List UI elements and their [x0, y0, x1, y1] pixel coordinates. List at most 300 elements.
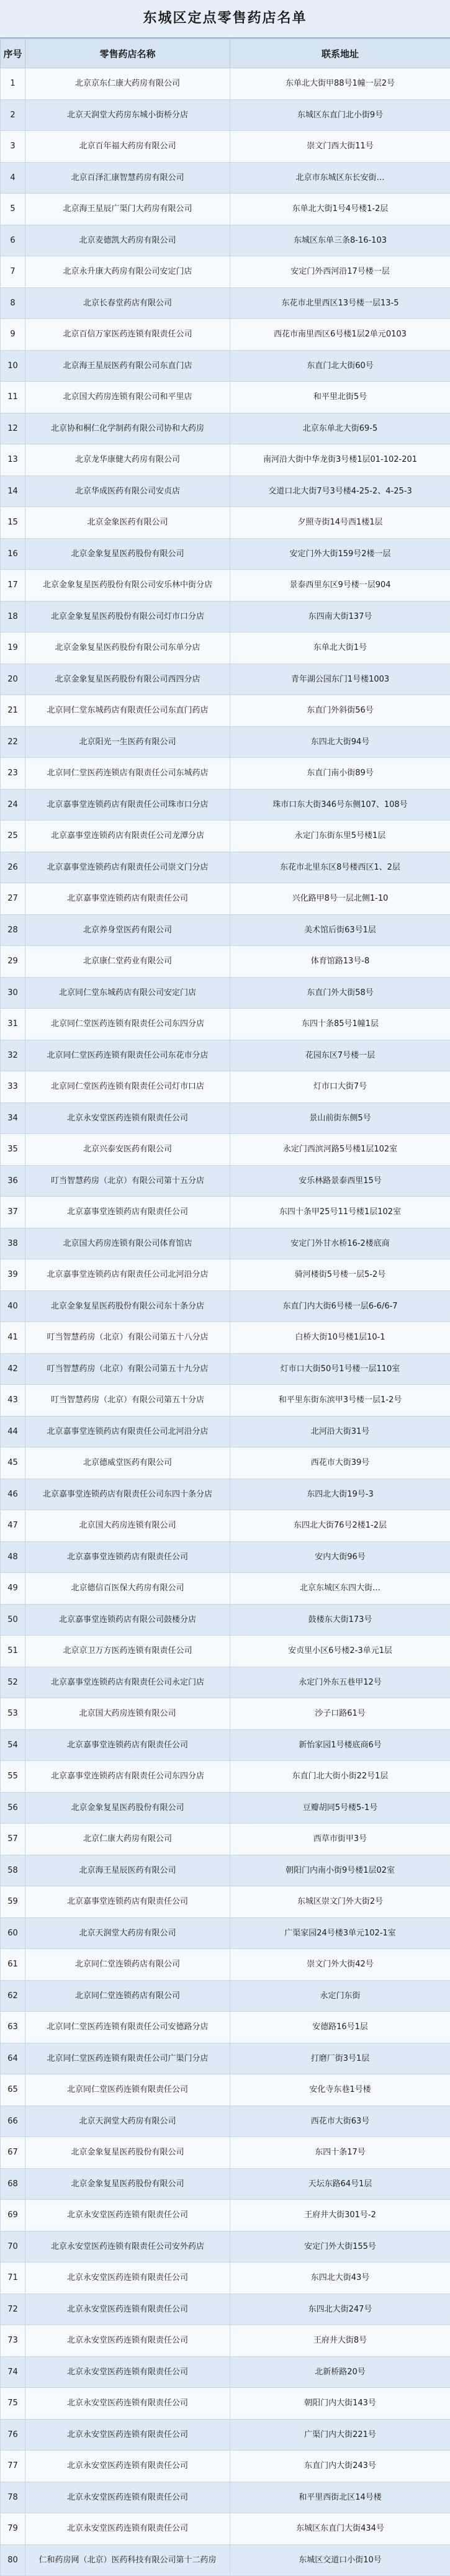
pharmacy-name: 北京嘉事堂连锁药店有限责任公司珠市口分店: [25, 789, 230, 821]
pharmacy-address: 北新桥路20号: [230, 2356, 450, 2388]
table-row: [1, 883, 450, 915]
pharmacy-name: 北京嘉事堂连锁药店有限责任公司北河沿分店: [25, 1416, 230, 1448]
pharmacy-address: 北京东城区东四大街…: [230, 1573, 450, 1605]
table-row: [1, 2419, 450, 2451]
pharmacy-name: 北京麦德凯大药房有限公司: [25, 225, 230, 256]
pharmacy-address: 骑河楼街5号楼一层5-2号: [230, 1259, 450, 1291]
row-index: 49: [1, 1573, 25, 1605]
table-row: [1, 2043, 450, 2074]
pharmacy-name: 北京嘉事堂连锁药店有限责任公司: [25, 1886, 230, 1918]
row-index: 55: [1, 1761, 25, 1793]
table-row: [1, 2074, 450, 2106]
pharmacy-address: 安德路16号1层: [230, 2012, 450, 2043]
pharmacy-address: 东城区交道口小街10号: [230, 2544, 450, 2576]
row-index: 41: [1, 1322, 25, 1354]
pharmacy-address: 东四北大街247号: [230, 2294, 450, 2325]
row-index: 67: [1, 2137, 25, 2169]
row-index: 17: [1, 570, 25, 601]
row-index: 19: [1, 633, 25, 664]
table-row: [1, 2294, 450, 2325]
pharmacy-address: 西花市南里西区6号楼1层2单元0103: [230, 319, 450, 351]
table-row: [1, 1573, 450, 1605]
table-row: [1, 1792, 450, 1824]
table-row: [1, 1353, 450, 1385]
row-index: 5: [1, 194, 25, 225]
pharmacy-name: 仁和药房网（北京）医药科技有限公司第十二药房: [25, 2544, 230, 2576]
row-index: 48: [1, 1541, 25, 1573]
pharmacy-name: 北京仁康大药房有限公司: [25, 1824, 230, 1855]
pharmacy-address: 东城区东单三条8-16-103: [230, 225, 450, 256]
table-row: [1, 507, 450, 539]
row-index: 53: [1, 1698, 25, 1730]
row-index: 16: [1, 538, 25, 570]
pharmacy-address: 鼓楼东大街173号: [230, 1604, 450, 1636]
row-index: 73: [1, 2325, 25, 2357]
pharmacy-name: 叮当智慧药房（北京）有限公司第十五分店: [25, 1165, 230, 1197]
table-row: [1, 413, 450, 444]
pharmacy-address: 永定门西滨河路5号楼1层102室: [230, 1134, 450, 1166]
row-index: 27: [1, 883, 25, 915]
pharmacy-address: 东直门外斜街56号: [230, 695, 450, 727]
table-row: [1, 1071, 450, 1103]
table-header-row: [1, 39, 450, 68]
row-index: 29: [1, 946, 25, 978]
row-index: 43: [1, 1385, 25, 1416]
table-row: [1, 1698, 450, 1730]
row-index: 15: [1, 507, 25, 539]
row-index: 24: [1, 789, 25, 821]
table-row: [1, 570, 450, 601]
pharmacy-address: 崇文门西大街11号: [230, 131, 450, 163]
table-row: [1, 1510, 450, 1542]
row-index: 32: [1, 1040, 25, 1071]
pharmacy-name: 北京阳光一生医药有限公司: [25, 726, 230, 758]
pharmacy-address: 东城区东直门大街434号: [230, 2513, 450, 2545]
pharmacy-name: 叮当智慧药房（北京）有限公司第五十分店: [25, 1385, 230, 1416]
table-row: [1, 2012, 450, 2043]
pharmacy-name: 北京国大药房连锁有限公司: [25, 1698, 230, 1730]
pharmacy-address: 广渠家园24号楼3单元102-1室: [230, 1917, 450, 1949]
row-index: 12: [1, 413, 25, 444]
table-row: [1, 475, 450, 507]
pharmacy-address: 朝阳门内大街143号: [230, 2388, 450, 2420]
pharmacy-address: 和平里东街东滨甲3号楼一层1-2号: [230, 1385, 450, 1416]
pharmacy-name: 北京嘉事堂连锁药店有限公司鼓楼分店: [25, 1604, 230, 1636]
pharmacy-name: 北京嘉事堂连锁药店有限责任公司: [25, 1729, 230, 1761]
pharmacy-address: 西草市街甲3号: [230, 1824, 450, 1855]
row-index: 52: [1, 1667, 25, 1698]
pharmacy-table: [0, 38, 450, 2576]
pharmacy-address: 天坛东路64号1层: [230, 2168, 450, 2200]
pharmacy-address: 东花市北里西区13号楼一层13-5: [230, 287, 450, 319]
pharmacy-name: 北京养身堂医药有限公司: [25, 914, 230, 946]
row-index: 51: [1, 1636, 25, 1667]
pharmacy-address: 安乐林路景泰西里15号: [230, 1165, 450, 1197]
row-index: 77: [1, 2451, 25, 2482]
table-row: [1, 2513, 450, 2545]
table-row: [1, 1479, 450, 1510]
table-row: [1, 695, 450, 727]
pharmacy-address: 北河沿大街31号: [230, 1416, 450, 1448]
pharmacy-address: 体育馆路13号-8: [230, 946, 450, 978]
table-row: [1, 2356, 450, 2388]
row-index: 60: [1, 1917, 25, 1949]
table-row: [1, 946, 450, 978]
row-index: 6: [1, 225, 25, 256]
pharmacy-address: 安定门外甘水桥16-2楼底商: [230, 1228, 450, 1259]
row-index: 22: [1, 726, 25, 758]
row-index: 74: [1, 2356, 25, 2388]
table-row: [1, 1197, 450, 1228]
row-index: 4: [1, 162, 25, 194]
pharmacy-address: 安内大街96号: [230, 1541, 450, 1573]
pharmacy-name: 北京国大药房连锁有限公司体育馆店: [25, 1228, 230, 1259]
table-row: [1, 2105, 450, 2137]
pharmacy-name: 北京金象复星医药股份有限公司: [25, 2168, 230, 2200]
pharmacy-name: 北京百信万家医药连锁有限责任公司: [25, 319, 230, 351]
table-row: [1, 1228, 450, 1259]
pharmacy-name: 北京嘉事堂连锁药店有限责任公司东四十条分店: [25, 1479, 230, 1510]
row-index: 56: [1, 1792, 25, 1824]
pharmacy-address: 交道口北大街7号3号楼4-25-2、4-25-3: [230, 475, 450, 507]
pharmacy-address: 东直门内大街6号楼一层6-6/6-7: [230, 1290, 450, 1322]
row-index: 39: [1, 1259, 25, 1291]
row-index: 23: [1, 758, 25, 790]
row-index: 30: [1, 977, 25, 1009]
pharmacy-address: 东直门外大街58号: [230, 977, 450, 1009]
pharmacy-name: 北京同仁堂医药连锁有限责任公司灯市口店: [25, 1071, 230, 1103]
pharmacy-address: 东城区东直门北小街9号: [230, 99, 450, 131]
table-row: [1, 225, 450, 256]
pharmacy-name: 北京永安堂医药连锁有限责任公司: [25, 2513, 230, 2545]
pharmacy-name: 北京嘉事堂连锁药店有限责任公司东四分店: [25, 1761, 230, 1793]
table-row: [1, 162, 450, 194]
pharmacy-name: 北京同仁堂医药连锁有限责任公司: [25, 2074, 230, 2106]
pharmacy-address: 东直门内大街243号: [230, 2451, 450, 2482]
row-index: 3: [1, 131, 25, 163]
row-index: 64: [1, 2043, 25, 2074]
pharmacy-address: 珠市口东大街346号东侧107、108号: [230, 789, 450, 821]
row-index: 10: [1, 350, 25, 382]
pharmacy-name: 北京京卫万方医药连锁有限责任公司: [25, 1636, 230, 1667]
pharmacy-address: 永定门东街东里5号楼1层: [230, 821, 450, 852]
table-row: [1, 538, 450, 570]
pharmacy-address: 夕照寺街14号西1楼1层: [230, 507, 450, 539]
pharmacy-address: 安定门外大街155号: [230, 2231, 450, 2263]
pharmacy-name: 北京永安堂医药连锁有限责任公司: [25, 2388, 230, 2420]
table-row: [1, 1009, 450, 1040]
table-row: [1, 1917, 450, 1949]
row-index: 1: [1, 68, 25, 100]
pharmacy-name: 北京嘉事堂连锁药店有限责任公司: [25, 883, 230, 915]
row-index: 62: [1, 1980, 25, 2012]
pharmacy-name: 北京金象复星医药股份有限公司东单分店: [25, 633, 230, 664]
pharmacy-name: 北京嘉事堂连锁药店有限责任公司龙潭分店: [25, 821, 230, 852]
table-row: [1, 287, 450, 319]
row-index: 34: [1, 1102, 25, 1134]
row-index: 80: [1, 2544, 25, 2576]
pharmacy-name: 北京天润堂大药房有限公司: [25, 1917, 230, 1949]
pharmacy-name: 北京海王星辰医药有限公司: [25, 1855, 230, 1886]
pharmacy-name: 北京国大药房连锁有限公司: [25, 1510, 230, 1542]
table-row: [1, 1886, 450, 1918]
row-index: 66: [1, 2105, 25, 2137]
table-row: [1, 2263, 450, 2294]
pharmacy-address: 东四南大街137号: [230, 601, 450, 633]
table-row: [1, 1290, 450, 1322]
table-row: [1, 1040, 450, 1071]
row-index: 69: [1, 2200, 25, 2231]
table-row: [1, 1259, 450, 1291]
row-index: 47: [1, 1510, 25, 1542]
pharmacy-address: 东直门南小街89号: [230, 758, 450, 790]
row-index: 71: [1, 2263, 25, 2294]
header-name: 零售药店名称: [25, 39, 230, 68]
pharmacy-address: 青年湖公园东门1号楼1003: [230, 664, 450, 695]
row-index: 79: [1, 2513, 25, 2545]
pharmacy-name: 北京永安堂医药连锁有限责任公司: [25, 2419, 230, 2451]
pharmacy-name: 北京金象复星医药股份有限公司: [25, 1792, 230, 1824]
table-row: [1, 2544, 450, 2576]
table-row: [1, 726, 450, 758]
pharmacy-address: 永定门外东五巷甲12号: [230, 1667, 450, 1698]
pharmacy-address: 南河沿大街中华龙街3号楼1层01-102-201: [230, 444, 450, 476]
pharmacy-address: 王府井大街301号-2: [230, 2200, 450, 2231]
table-row: [1, 977, 450, 1009]
pharmacy-name: 叮当智慧药房（北京）有限公司第五十八分店: [25, 1322, 230, 1354]
row-index: 57: [1, 1824, 25, 1855]
table-row: [1, 852, 450, 883]
row-index: 44: [1, 1416, 25, 1448]
pharmacy-address: 东四北大街94号: [230, 726, 450, 758]
row-index: 7: [1, 256, 25, 288]
table-row: [1, 1102, 450, 1134]
table-row: [1, 789, 450, 821]
pharmacy-name: 北京同仁堂医药连锁有限责任公司广渠门分店: [25, 2043, 230, 2074]
row-index: 38: [1, 1228, 25, 1259]
table-row: [1, 256, 450, 288]
row-index: 13: [1, 444, 25, 476]
pharmacy-name: 北京京东仁康大药房有限公司: [25, 68, 230, 100]
pharmacy-name: 北京同仁堂连锁药店有限公司: [25, 1949, 230, 1981]
table-row: [1, 350, 450, 382]
pharmacy-name: 北京兴泰安医药有限公司: [25, 1134, 230, 1166]
table-row: [1, 68, 450, 100]
pharmacy-name: 北京海王星辰医药有限公司东直门店: [25, 350, 230, 382]
table-row: [1, 1165, 450, 1197]
table-row: [1, 1322, 450, 1354]
header-address: 联系地址: [230, 39, 450, 68]
pharmacy-address: 兴化路甲8号一层北侧1-10: [230, 883, 450, 915]
pharmacy-name: 北京嘉事堂连锁药店有限责任公司: [25, 1197, 230, 1228]
table-row: [1, 2168, 450, 2200]
table-row: [1, 633, 450, 664]
page-title: 东城区定点零售药店名单: [0, 0, 450, 38]
table-row: [1, 382, 450, 413]
pharmacy-address: 王府井大街8号: [230, 2325, 450, 2357]
pharmacy-address: 东四十条甲25号11号楼1层102室: [230, 1197, 450, 1228]
row-index: 58: [1, 1855, 25, 1886]
pharmacy-name: 北京同仁堂医药连锁有限责任公司安德路分店: [25, 2012, 230, 2043]
pharmacy-name: 北京金象复星医药股份有限公司西四分店: [25, 664, 230, 695]
table-row: [1, 1134, 450, 1166]
pharmacy-address: 景山前街东侧5号: [230, 1102, 450, 1134]
table-row: [1, 1855, 450, 1886]
pharmacy-name: 北京德信百医保大药房有限公司: [25, 1573, 230, 1605]
pharmacy-name: 北京永安堂医药连锁有限责任公司安外药店: [25, 2231, 230, 2263]
row-index: 31: [1, 1009, 25, 1040]
pharmacy-name: 北京天润堂大药房东城小街桥分店: [25, 99, 230, 131]
pharmacy-address: 东花市北里东区8号楼西区1、2层: [230, 852, 450, 883]
table-row: [1, 444, 450, 476]
pharmacy-name: 北京同仁堂医药连锁有限责任公司东花市分店: [25, 1040, 230, 1071]
pharmacy-address: 西花市大街63号: [230, 2105, 450, 2137]
row-index: 76: [1, 2419, 25, 2451]
row-index: 63: [1, 2012, 25, 2043]
table-row: [1, 2231, 450, 2263]
row-index: 33: [1, 1071, 25, 1103]
pharmacy-address: 美术馆后街63号1层: [230, 914, 450, 946]
table-row: [1, 1761, 450, 1793]
table-row: [1, 1667, 450, 1698]
pharmacy-name: 北京龙华康健大药房有限公司: [25, 444, 230, 476]
pharmacy-address: 永定门东街: [230, 1980, 450, 2012]
row-index: 61: [1, 1949, 25, 1981]
pharmacy-name: 北京百泽汇康智慧药房有限公司: [25, 162, 230, 194]
pharmacy-address: 灯市口大街7号: [230, 1071, 450, 1103]
pharmacy-address: 东四十条17号: [230, 2137, 450, 2169]
pharmacy-address: 东四北大街43号: [230, 2263, 450, 2294]
pharmacy-name: 北京金象复星医药股份有限公司: [25, 2137, 230, 2169]
row-index: 18: [1, 601, 25, 633]
pharmacy-address: 北京东单北大街69-5: [230, 413, 450, 444]
pharmacy-name: 北京永安堂医药连锁有限责任公司: [25, 1102, 230, 1134]
pharmacy-name: 北京长春堂药店有限公司: [25, 287, 230, 319]
pharmacy-address: 安贞里小区6号楼2-3单元1层: [230, 1636, 450, 1667]
table-row: [1, 1604, 450, 1636]
pharmacy-name: 北京嘉事堂连锁药店有限责任公司: [25, 1541, 230, 1573]
table-row: [1, 1980, 450, 2012]
pharmacy-address: 东直门北大街小街22号1层: [230, 1761, 450, 1793]
pharmacy-name: 北京华成医药有限公司安贞店: [25, 475, 230, 507]
row-index: 65: [1, 2074, 25, 2106]
row-index: 75: [1, 2388, 25, 2420]
pharmacy-name: 北京永安堂医药连锁有限责任公司: [25, 2294, 230, 2325]
pharmacy-name: 叮当智慧药房（北京）有限公司第五十九分店: [25, 1353, 230, 1385]
row-index: 26: [1, 852, 25, 883]
pharmacy-address: 新怡家园1号楼底商6号: [230, 1729, 450, 1761]
pharmacy-address: 东单北大街1号: [230, 633, 450, 664]
row-index: 37: [1, 1197, 25, 1228]
pharmacy-address: 安定门外西河沿17号楼一层: [230, 256, 450, 288]
pharmacy-name: 北京同仁堂连锁药店有限公司: [25, 1980, 230, 2012]
pharmacy-address: 东单北大街1号4号楼1-2层: [230, 194, 450, 225]
table-row: [1, 99, 450, 131]
table-row: [1, 2451, 450, 2482]
pharmacy-address: 豆瓣胡同5号楼5-1号: [230, 1792, 450, 1824]
table-row: [1, 1729, 450, 1761]
pharmacy-name: 北京金象复星医药股份有限公司: [25, 538, 230, 570]
pharmacy-name: 北京永升康大药房有限公司安定门店: [25, 256, 230, 288]
table-row: [1, 821, 450, 852]
pharmacy-address: 东单北大街甲88号1幢一层2号: [230, 68, 450, 100]
pharmacy-address: 东直门北大街60号: [230, 350, 450, 382]
row-index: 9: [1, 319, 25, 351]
table-row: [1, 601, 450, 633]
pharmacy-name: 北京天润堂大药房有限公司: [25, 2105, 230, 2137]
pharmacy-address: 崇文门外大街42号: [230, 1949, 450, 1981]
row-index: 72: [1, 2294, 25, 2325]
table-row: [1, 2388, 450, 2420]
pharmacy-address: 沙子口路61号: [230, 1698, 450, 1730]
table-row: [1, 1949, 450, 1981]
table-row: [1, 664, 450, 695]
pharmacy-name: 北京永安堂医药连锁有限责任公司: [25, 2356, 230, 2388]
pharmacy-name: 北京永安堂医药连锁有限责任公司: [25, 2263, 230, 2294]
row-index: 45: [1, 1448, 25, 1479]
row-index: 70: [1, 2231, 25, 2263]
table-row: [1, 914, 450, 946]
pharmacy-name: 北京协和桐仁化学制药有限公司协和大药房: [25, 413, 230, 444]
pharmacy-name: 北京金象医药有限公司: [25, 507, 230, 539]
pharmacy-name: 北京同仁堂医药连锁有限责任公司东四分店: [25, 1009, 230, 1040]
pharmacy-address: 西花市大街39号: [230, 1448, 450, 1479]
pharmacy-name: 北京德威堂医药有限公司: [25, 1448, 230, 1479]
pharmacy-name: 北京金象复星医药股份有限公司东十条分店: [25, 1290, 230, 1322]
row-index: 68: [1, 2168, 25, 2200]
table-row: [1, 2482, 450, 2513]
pharmacy-address: 景泰西里东区9号楼一层904: [230, 570, 450, 601]
pharmacy-address: 花园东区7号楼一层: [230, 1040, 450, 1071]
table-row: [1, 2137, 450, 2169]
table-row: [1, 1448, 450, 1479]
row-index: 8: [1, 287, 25, 319]
pharmacy-address: 和平里北街5号: [230, 382, 450, 413]
pharmacy-name: 北京嘉事堂连锁药店有限责任公司北河沿分店: [25, 1259, 230, 1291]
pharmacy-address: 东四北大街76号2楼1-2层: [230, 1510, 450, 1542]
table-row: [1, 1824, 450, 1855]
pharmacy-name: 北京永安堂医药连锁有限责任公司: [25, 2482, 230, 2513]
table-row: [1, 1385, 450, 1416]
table-row: [1, 319, 450, 351]
row-index: 28: [1, 914, 25, 946]
row-index: 54: [1, 1729, 25, 1761]
table-row: [1, 2325, 450, 2357]
pharmacy-name: 北京海王星辰广渠门大药房有限公司: [25, 194, 230, 225]
pharmacy-name: 北京金象复星医药股份有限公司安乐林中街分店: [25, 570, 230, 601]
table-row: [1, 131, 450, 163]
pharmacy-address: 打磨厂街3号1层: [230, 2043, 450, 2074]
row-index: 11: [1, 382, 25, 413]
pharmacy-name: 北京永安堂医药连锁有限责任公司: [25, 2200, 230, 2231]
row-index: 20: [1, 664, 25, 695]
pharmacy-name: 北京康仁堂药业有限公司: [25, 946, 230, 978]
row-index: 50: [1, 1604, 25, 1636]
pharmacy-name: 北京国大药房连锁有限公司和平里店: [25, 382, 230, 413]
pharmacy-name: 北京嘉事堂连锁药店有限责任公司崇文门分店: [25, 852, 230, 883]
row-index: 46: [1, 1479, 25, 1510]
row-index: 21: [1, 695, 25, 727]
pharmacy-address: 东城区崇文门外大街2号: [230, 1886, 450, 1918]
row-index: 2: [1, 99, 25, 131]
table-row: [1, 2200, 450, 2231]
pharmacy-name: 北京同仁堂医药连锁店有限责任公司东城药店: [25, 758, 230, 790]
table-row: [1, 194, 450, 225]
pharmacy-name: 北京金象复星医药股份有限公司灯市口分店: [25, 601, 230, 633]
row-index: 25: [1, 821, 25, 852]
pharmacy-address: 广渠门内大街221号: [230, 2419, 450, 2451]
row-index: 40: [1, 1290, 25, 1322]
